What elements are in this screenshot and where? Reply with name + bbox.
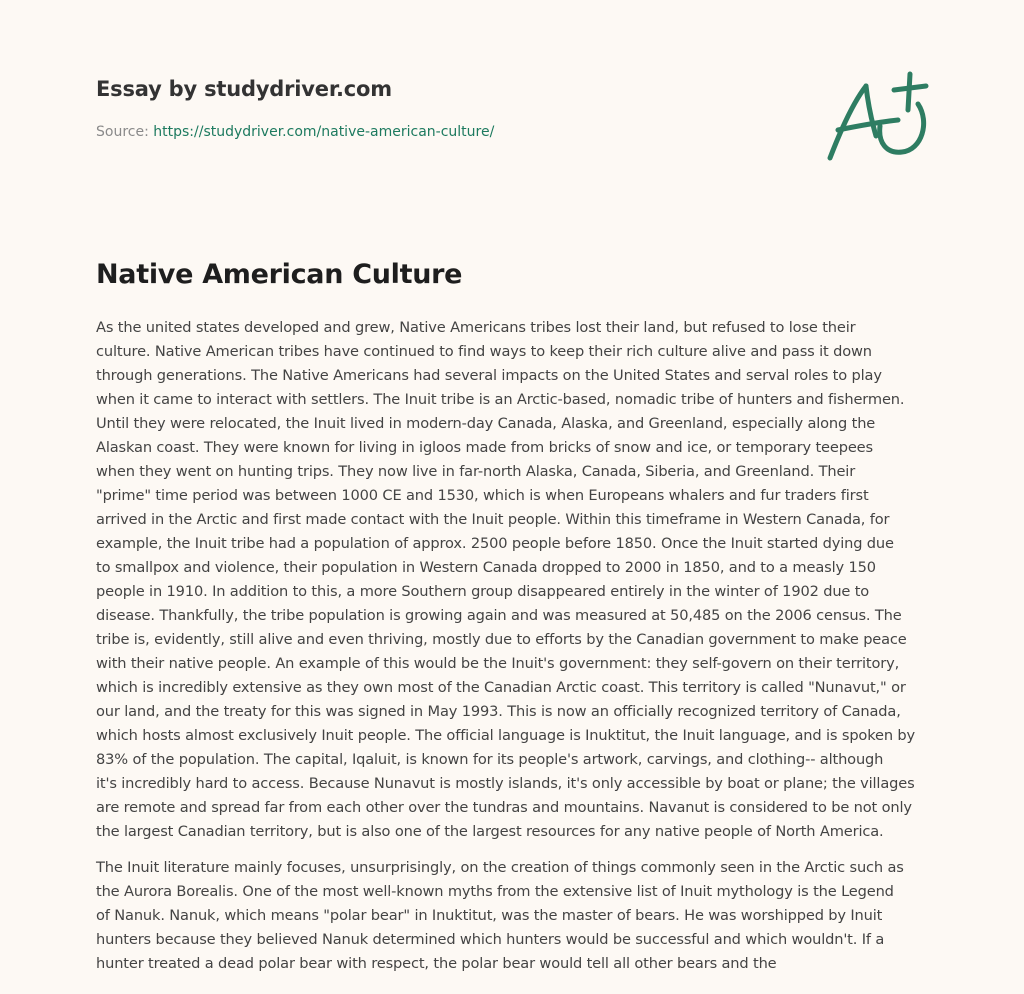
text-line: culture. Native American tribes have continued to find ways to keep their rich culture alive and pass it down bbox=[96, 343, 872, 360]
text-line: to smallpox and violence, their population in Western Canada dropped to 2000 in 1850, and to a measly 150 bbox=[96, 559, 876, 576]
text-line: the Aurora Borealis. One of the most well-known myths from the extensive list of Inuit mythology is the Legend bbox=[96, 883, 894, 900]
text-line: which hosts almost exclusively Inuit people. The official language is Inuktitut, the Inuit language, and is spoken by bbox=[96, 727, 916, 744]
text-line: The Inuit literature mainly focuses, unsurprisingly, on the creation of things commonly seen in the Arctic such as bbox=[96, 859, 904, 876]
text-line: of Nanuk. Nanuk, which means "polar bear" in Inuktitut, was the master of bears. He was worshipped by Inuit bbox=[96, 907, 883, 924]
brand-title: Essay by studydriver.com bbox=[96, 77, 392, 101]
essay-title: Native American Culture bbox=[96, 259, 463, 290]
essay-body bbox=[96, 316, 946, 988]
text-line: when they went on hunting trips. They now live in far-north Alaska, Canada, Siberia, and Greenland. Their bbox=[96, 463, 856, 480]
text-line: people in 1910. In addition to this, a more Southern group disappeared entirely in the winter of 1902 due to bbox=[96, 583, 870, 600]
text-line: Until they were relocated, the Inuit lived in modern-day Canada, Alaska, and Greenland, especially along the bbox=[96, 415, 876, 432]
text-line: example, the Inuit tribe had a population of approx. 2500 people before 1850. Once the Inuit started dying due bbox=[96, 535, 894, 552]
text-line: 83% of the population. The capital, Iqaluit, is known for its people's artwork, carvings, and clothing-- although bbox=[96, 751, 884, 768]
text-line: tribe is, evidently, still alive and even thriving, mostly due to efforts by the Canadian government to make peace bbox=[96, 631, 907, 648]
text-line: with their native people. An example of this would be the Inuit's government: they self-govern on their territory, bbox=[96, 655, 900, 672]
text-line: disease. Thankfully, the tribe population is growing again and was measured at 50,485 on the 2006 census. The bbox=[96, 607, 902, 624]
paragraph-1 bbox=[96, 316, 946, 844]
a-plus-grade-icon bbox=[818, 64, 936, 168]
source-link[interactable]: https://studydriver.com/native-american-culture/ bbox=[153, 124, 495, 140]
text-line: hunters because they believed Nanuk determined which hunters would be successful and which wouldn't. If a bbox=[96, 931, 885, 948]
text-line: the largest Canadian territory, but is also one of the largest resources for any native people of North America. bbox=[96, 823, 884, 840]
text-line: are remote and spread far from each other over the tundras and mountains. Navanut is considered to be not only bbox=[96, 799, 912, 816]
text-line: As the united states developed and grew, Native Americans tribes lost their land, but refused to lose their bbox=[96, 319, 856, 336]
text-line: it's incredibly hard to access. Because Nunavut is mostly islands, it's only accessible by boat or plane; the villages bbox=[96, 775, 915, 792]
text-line: which is incredibly extensive as they own most of the Canadian Arctic coast. This territory is called "Nunavut," or bbox=[96, 679, 906, 696]
text-line: when it came to interact with settlers. The Inuit tribe is an Arctic-based, nomadic tribe of hunters and fishermen. bbox=[96, 391, 905, 408]
text-line: through generations. The Native Americans had several impacts on the United States and serval roles to play bbox=[96, 367, 882, 384]
source-label: Source: bbox=[96, 124, 149, 140]
source-line bbox=[96, 122, 936, 142]
text-line: "prime" time period was between 1000 CE and 1530, which is when Europeans whalers and fur traders first bbox=[96, 487, 869, 504]
text-line: arrived in the Arctic and first made contact with the Inuit people. Within this timeframe in Western Canada, for bbox=[96, 511, 890, 528]
site-header bbox=[96, 74, 936, 142]
paragraph-2 bbox=[96, 856, 946, 976]
text-line: our land, and the treaty for this was signed in May 1993. This is now an officially recognized territory of Canada, bbox=[96, 703, 901, 720]
text-line: Alaskan coast. They were known for living in igloos made from bricks of snow and ice, or temporary teepees bbox=[96, 439, 873, 456]
text-line: hunter treated a dead polar bear with respect, the polar bear would tell all other bears and the bbox=[96, 955, 777, 972]
